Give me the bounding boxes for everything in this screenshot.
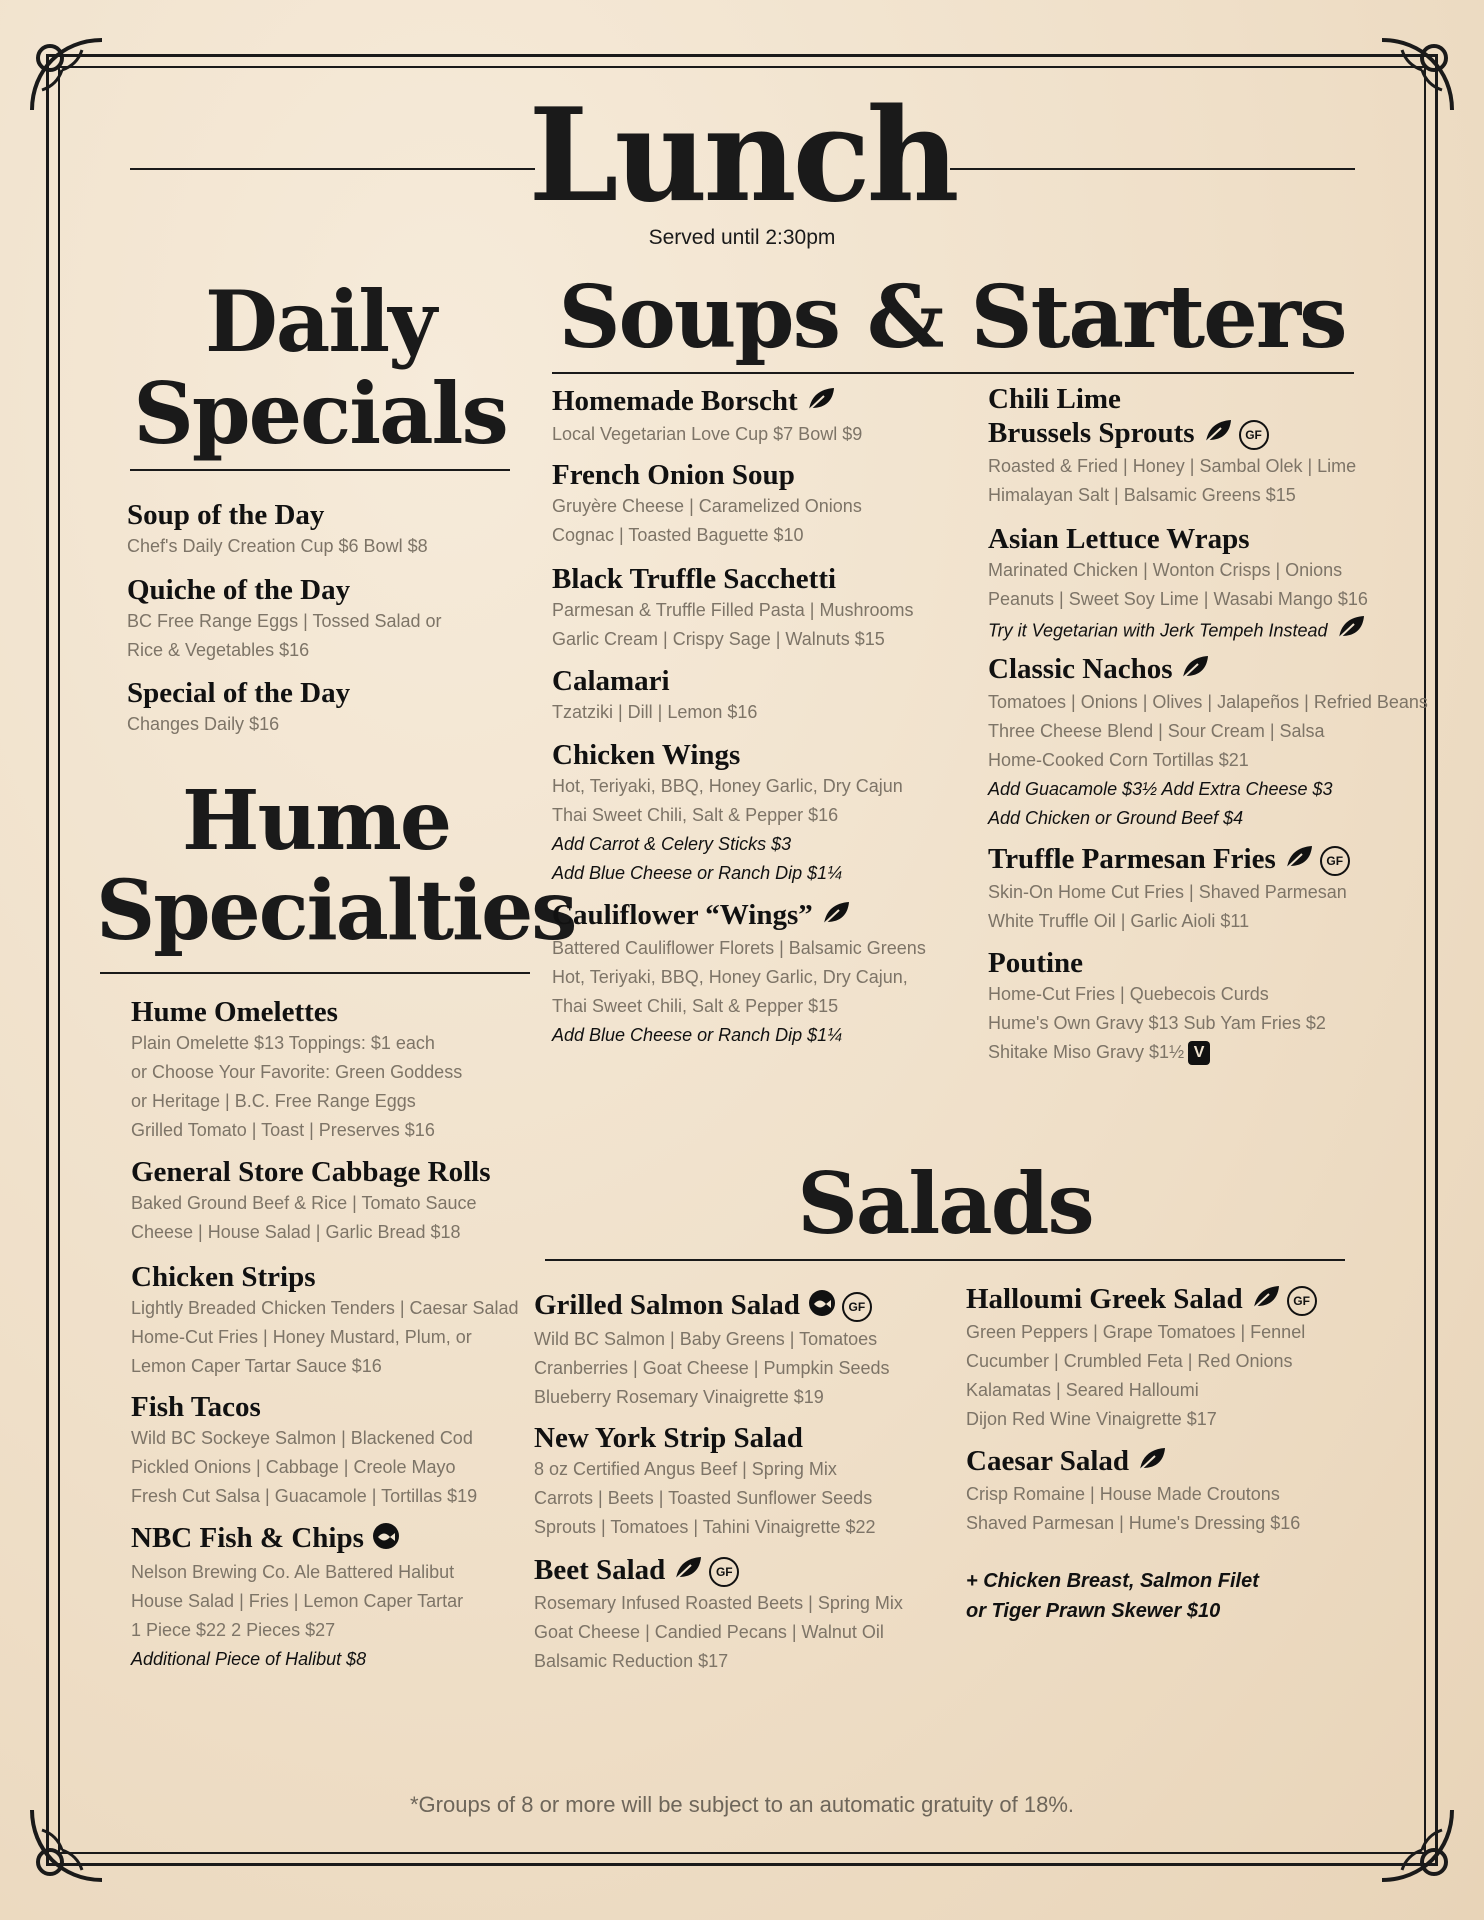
menu-item-description: Dijon Red Wine Vinaigrette $17 [966, 1409, 1217, 1430]
menu-item-description: Roasted & Fried | Honey | Sambal Olek | Lime [988, 456, 1357, 477]
menu-item-description: Goat Cheese | Candied Pecans | Walnut Oil [534, 1622, 884, 1643]
menu-item-description: Changes Daily $16 [127, 714, 280, 734]
menu-item [127, 573, 442, 665]
menu-item-description: Rice & Vegetables $16 [127, 640, 310, 660]
menu-item-description: Shaved Parmesan | Hume's Dressing $16 [966, 1513, 1301, 1534]
hume-specialties-rule [100, 972, 530, 974]
menu-item-description: Cheese | House Salad | Garlic Bread $18 [131, 1222, 461, 1242]
gf-badge: GF [1320, 846, 1350, 876]
menu-item-description: Lightly Breaded Chicken Tenders | Caesar Salad [131, 1298, 519, 1318]
menu-item-description: Baked Ground Beef & Rice | Tomato Sauce [131, 1193, 477, 1213]
menu-item-addon: Add Blue Cheese or Ranch Dip $1¼ [552, 863, 843, 883]
menu-item-description: Hot, Teriyaki, BBQ, Honey Garlic, Dry Cajun, [552, 967, 908, 988]
gratuity-note: *Groups of 8 or more will be subject to an automatic gratuity of 18%. [410, 1792, 1074, 1817]
menu-item [127, 676, 350, 739]
menu-item-name: Classic Nachos [988, 652, 1428, 688]
menu-item-description: Nelson Brewing Co. Ale Battered Halibut [131, 1562, 455, 1583]
menu-item-description: Skin-On Home Cut Fries | Shaved Parmesan [988, 882, 1347, 903]
menu-item [988, 842, 1350, 936]
menu-item-name: Truffle Parmesan Fries GF [988, 842, 1350, 878]
salads-heading: Salads [797, 1154, 1093, 1253]
menu-item-name: Halloumi Greek Salad GF [966, 1282, 1317, 1318]
menu-item [988, 382, 1356, 510]
menu-item-description: Local Vegetarian Love Cup $7 Bowl $9 [552, 424, 863, 445]
menu-item-description: 1 Piece $22 2 Pieces $27 [131, 1620, 336, 1641]
menu-item-description: Gruyère Cheese | Caramelized Onions [552, 496, 862, 516]
menu-item-name: Grilled Salmon Salad GF [534, 1288, 890, 1325]
menu-item-description: Lemon Caper Tartar Sauce $16 [131, 1356, 382, 1376]
menu-item-name: Chili Lime [988, 383, 1121, 415]
menu-item [988, 522, 1368, 649]
menu-item-description: Cognac | Toasted Baguette $10 [552, 525, 804, 545]
menu-item [552, 384, 862, 449]
menu-item-addon: Additional Piece of Halibut $8 [131, 1649, 367, 1670]
menu-item [131, 1260, 519, 1381]
menu-item-description: Balsamic Reduction $17 [534, 1651, 729, 1672]
menu-item-name: Quiche of the Day [127, 574, 351, 606]
menu-item-name: Black Truffle Sacchetti [552, 563, 837, 595]
menu-item-description: Sprouts | Tomatoes | Tahini Vinaigrette $22 [534, 1517, 876, 1537]
menu-item-addon: Add Blue Cheese or Ranch Dip $1¼ [552, 1025, 843, 1046]
menu-item-description: BC Free Range Eggs | Tossed Salad or [127, 611, 442, 631]
leaf-icon [1284, 844, 1314, 878]
menu-item-name: Beet Salad GF [534, 1553, 903, 1589]
menu-item-description: White Truffle Oil | Garlic Aioli $11 [988, 911, 1250, 932]
menu-item [127, 498, 428, 561]
menu-item-name: New York Strip Salad [534, 1422, 803, 1454]
menu-item-name: Calamari [552, 665, 670, 697]
menu-item-name: French Onion Soup [552, 459, 795, 491]
page-title: Lunch [528, 81, 956, 231]
menu-item-name: NBC Fish & Chips [131, 1521, 463, 1558]
menu-item [534, 1288, 890, 1412]
menu-item-description: Tomatoes | Onions | Olives | Jalapeños | Refried Beans [988, 692, 1428, 713]
salads-rule [545, 1259, 1345, 1261]
leaf-icon [1137, 1446, 1167, 1480]
menu-item [131, 1390, 477, 1511]
menu-item-description: Home-Cut Fries | Quebecois Curds [988, 984, 1269, 1004]
menu-item-description: Rosemary Infused Roasted Beets | Spring Mix [534, 1593, 903, 1614]
menu-item-description: Wild BC Sockeye Salmon | Blackened Cod [131, 1428, 473, 1448]
soups-starters-heading: Soups & Starters [558, 267, 1346, 368]
menu-item [131, 1155, 491, 1247]
menu-item-addon: Add Guacamole $3½ Add Extra Cheese $3 [988, 779, 1333, 800]
menu-item [534, 1553, 903, 1676]
menu-item-description: Parmesan & Truffle Filled Pasta | Mushrooms [552, 600, 914, 620]
gf-badge: GF [842, 1292, 872, 1322]
menu-item [131, 1521, 463, 1674]
menu-item-name: Brussels Sprouts GF [988, 416, 1356, 452]
menu-item-name: Homemade Borscht [552, 384, 862, 420]
menu-item-name: Chicken Strips [131, 1261, 316, 1293]
menu-item-name: Chicken Wings [552, 739, 741, 771]
menu-item-description: or Heritage | B.C. Free Range Eggs [131, 1091, 416, 1111]
menu-item-description: Crisp Romaine | House Made Croutons [966, 1484, 1280, 1505]
fish-icon [372, 1522, 400, 1558]
menu-item-description: Green Peppers | Grape Tomatoes | Fennel [966, 1322, 1306, 1343]
menu-item-description: Marinated Chicken | Wonton Crisps | Onions [988, 560, 1343, 580]
menu-item-description: Garlic Cream | Crispy Sage | Walnuts $15 [552, 629, 885, 649]
menu-item [988, 946, 1326, 1067]
menu-item-description: House Salad | Fries | Lemon Caper Tartar [131, 1591, 464, 1612]
menu-item-description: Plain Omelette $13 Toppings: $1 each [131, 1033, 435, 1053]
menu-item [552, 738, 903, 888]
menu-item-description: Chef's Daily Creation Cup $6 Bowl $8 [127, 536, 428, 556]
menu-item-description: Thai Sweet Chili, Salt & Pepper $15 [552, 996, 839, 1017]
hume-specialties-heading: Hume Specialties [96, 773, 576, 959]
menu-item-description: Shitake Miso Gravy $1½ V [988, 1038, 1326, 1067]
gf-badge: GF [1239, 420, 1269, 450]
menu-item [988, 652, 1428, 833]
menu-item [552, 562, 914, 654]
menu-item-description: Home-Cut Fries | Honey Mustard, Plum, or [131, 1327, 472, 1347]
menu-item-description: Blueberry Rosemary Vinaigrette $19 [534, 1387, 824, 1408]
menu-item-name: Caesar Salad [966, 1444, 1300, 1480]
menu-item-name: Hume Omelettes [131, 996, 338, 1028]
vegan-badge: V [1188, 1041, 1210, 1065]
menu-item-description: Battered Cauliflower Florets | Balsamic Greens [552, 938, 926, 959]
served-until-note: Served until 2:30pm [648, 226, 836, 249]
menu-item-description: Home-Cooked Corn Tortillas $21 [988, 750, 1249, 771]
menu-item-description: Grilled Tomato | Toast | Preserves $16 [131, 1120, 435, 1140]
menu-item-name: Fish Tacos [131, 1391, 261, 1423]
menu-item [552, 458, 862, 550]
menu-item [534, 1421, 876, 1542]
menu-item [966, 1282, 1317, 1434]
menu-item-description: Thai Sweet Chili, Salt & Pepper $16 [552, 805, 839, 825]
leaf-icon [673, 1555, 703, 1589]
menu-item-description: Peanuts | Sweet Soy Lime | Wasabi Mango $16 [988, 589, 1368, 609]
gf-badge: GF [1287, 1286, 1317, 1316]
menu-item [552, 898, 926, 1050]
menu-item-name: Cauliflower “Wings” [552, 898, 926, 934]
daily-specials-rule [130, 469, 510, 471]
fish-icon [808, 1289, 836, 1325]
menu-item-addon: Try it Vegetarian with Jerk Tempeh Instead [988, 614, 1368, 649]
leaf-icon [821, 900, 851, 934]
menu-item-description: Tzatziki | Dill | Lemon $16 [552, 702, 758, 722]
menu-item-name: Poutine [988, 947, 1084, 979]
menu-item-description: Three Cheese Blend | Sour Cream | Salsa [988, 721, 1325, 742]
menu-item-description: Cucumber | Crumbled Feta | Red Onions [966, 1351, 1293, 1372]
menu-item-description: or Choose Your Favorite: Green Goddess [131, 1062, 463, 1082]
menu-item-description: Pickled Onions | Cabbage | Creole Mayo [131, 1457, 456, 1477]
menu-item-description: Wild BC Salmon | Baby Greens | Tomatoes [534, 1329, 878, 1350]
leaf-icon [1336, 614, 1366, 649]
leaf-icon [1180, 654, 1210, 688]
menu-item-description: 8 oz Certified Angus Beef | Spring Mix [534, 1459, 837, 1479]
menu-item-description: Carrots | Beets | Toasted Sunflower Seeds [534, 1488, 873, 1508]
menu-item-name: Soup of the Day [127, 499, 325, 531]
menu-item [552, 664, 757, 727]
menu-item-description: Kalamatas | Seared Halloumi [966, 1380, 1199, 1401]
menu-item-description: Hume's Own Gravy $13 Sub Yam Fries $2 [988, 1013, 1326, 1033]
leaf-icon [1203, 418, 1233, 452]
leaf-icon [806, 386, 836, 420]
menu-item [131, 995, 462, 1145]
menu-item-description: Fresh Cut Salsa | Guacamole | Tortillas $19 [131, 1486, 478, 1506]
menu-item-name: General Store Cabbage Rolls [131, 1156, 491, 1188]
leaf-icon [1251, 1284, 1281, 1318]
soups-starters-rule [552, 372, 1354, 374]
menu-item-description: Cranberries | Goat Cheese | Pumpkin Seeds [534, 1358, 890, 1379]
menu-item-name: Special of the Day [127, 677, 351, 709]
salad-addon-note: + Chicken Breast, Salmon Filet or Tiger Prawn Skewer $10 [966, 1570, 1259, 1622]
menu-item-description: Himalayan Salt | Balsamic Greens $15 [988, 485, 1296, 506]
daily-specials-heading: Daily Specials [133, 272, 507, 463]
menu-item-addon: Add Chicken or Ground Beef $4 [988, 808, 1244, 829]
menu-item-addon: Add Carrot & Celery Sticks $3 [552, 834, 792, 854]
menu-item-description: Hot, Teriyaki, BBQ, Honey Garlic, Dry Cajun [552, 776, 903, 796]
menu-item-name: Asian Lettuce Wraps [988, 523, 1250, 555]
menu-item [966, 1444, 1300, 1538]
gf-badge: GF [709, 1557, 739, 1587]
